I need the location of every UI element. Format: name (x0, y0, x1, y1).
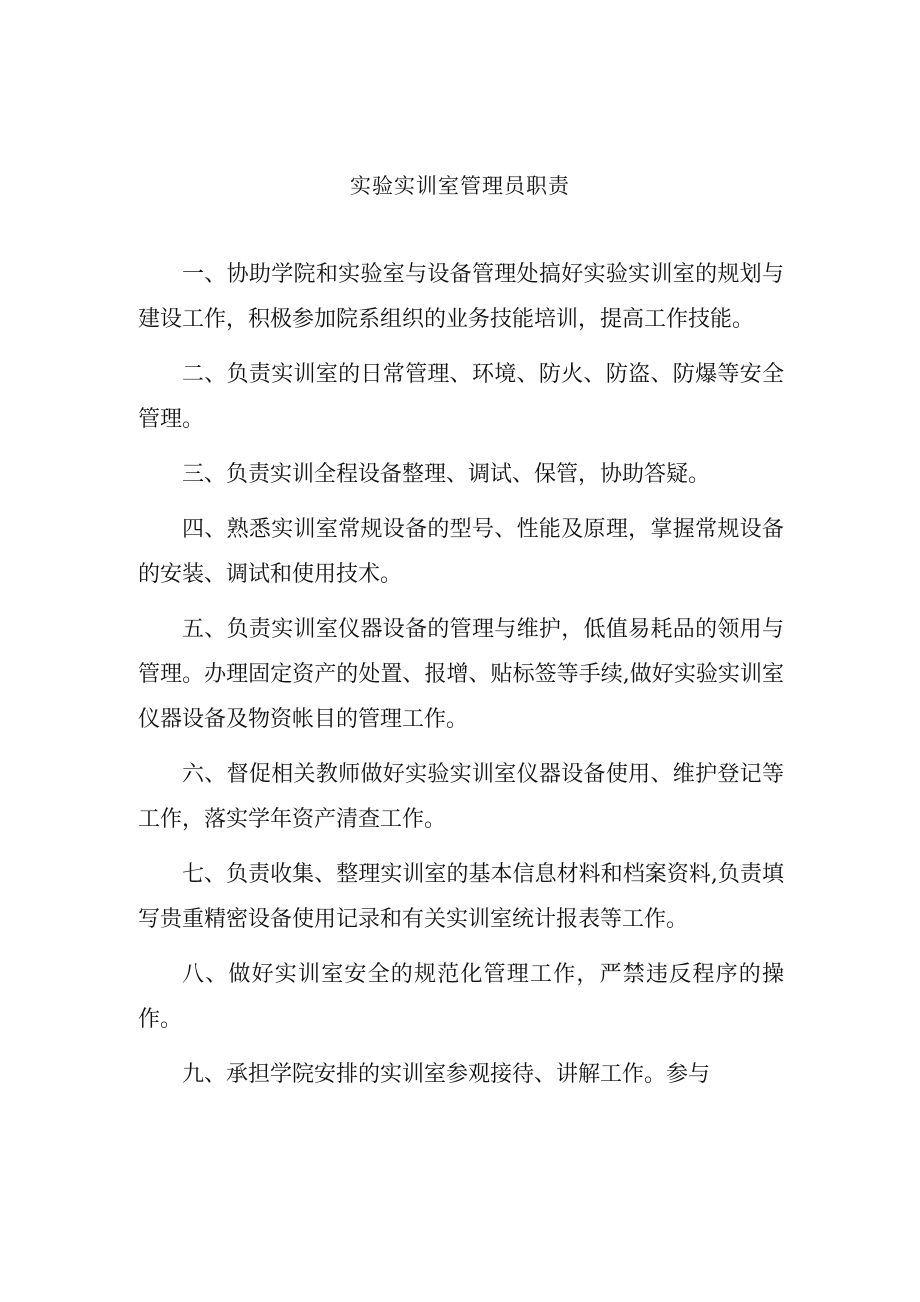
paragraph-2: 二、负责实训室的日常管理、环境、防火、防盗、防爆等安全管理。 (138, 362, 784, 432)
paragraph-7: 七、负责收集、整理实训室的基本信息材料和档案资料,负责填写贵重精密设备使用记录和有关实训室统计报表等工作。 (138, 862, 784, 932)
paragraph-3: 三、负责实训全程设备整理、调试、保管，协助答疑。 (182, 462, 711, 487)
document-body (138, 252, 784, 1107)
paragraph-1: 一、协助学院和实验室与设备管理处搞好实验实训室的规划与建设工作，积极参加院系组织的业务技能培训，提高工作技能。 (138, 262, 784, 332)
paragraph-8: 八、做好实训室安全的规范化管理工作，严禁违反程序的操作。 (138, 962, 784, 1032)
paragraph-6: 六、督促相关教师做好实验实训室仪器设备使用、维护登记等工作，落实学年资产清查工作。 (138, 762, 784, 832)
paragraph-9: 九、承担学院安排的实训室参观接待、讲解工作。参与 (182, 1062, 711, 1087)
paragraph-5: 五、负责实训室仪器设备的管理与维护，低值易耗品的领用与管理。办理固定资产的处置、报增、贴标签等手续,做好实验实训室仪器设备及物资帐目的管理工作。 (138, 617, 784, 732)
paragraph-4: 四、熟悉实训室常规设备的型号、性能及原理，掌握常规设备的安装、调试和使用技术。 (138, 517, 784, 587)
document-title: 实验实训室管理员职责 (350, 174, 570, 198)
